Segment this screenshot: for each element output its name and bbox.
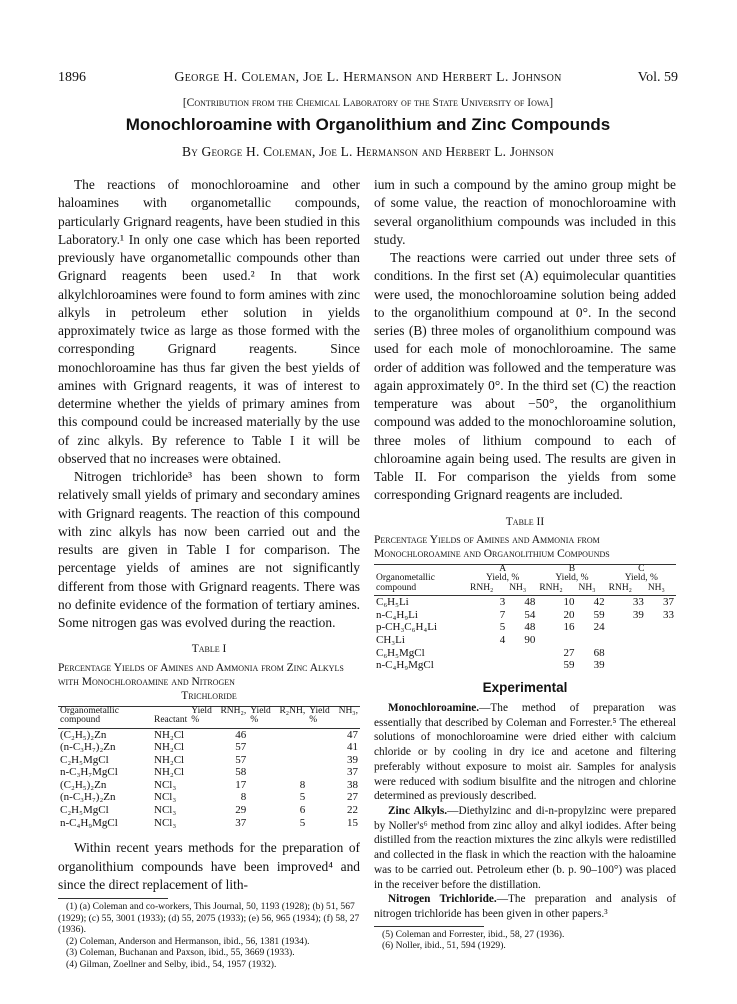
table1-cell: 6 xyxy=(299,804,306,817)
yield-label: Yield, % xyxy=(624,573,658,584)
table2-cell: 3 xyxy=(499,596,506,609)
table1-header: Reactant xyxy=(152,706,189,728)
subsection-head: Zinc Alkyls. xyxy=(388,804,448,817)
table1-cell xyxy=(248,741,307,754)
table1-header: Yield NH₃, % xyxy=(307,706,360,728)
table1-row xyxy=(58,741,360,754)
experimental-heading: Experimental xyxy=(482,679,568,695)
table2-description: Percentage Yields of Amines and Ammonia from Monochloroamine and Organolithium Compounds xyxy=(374,533,610,560)
table2-subheader: NH₃ xyxy=(646,584,676,596)
table2-subheader: RNH₂ xyxy=(468,584,507,596)
experimental-section xyxy=(374,701,676,922)
table2-cell: 7 xyxy=(499,608,506,621)
table2-cell: 5 xyxy=(499,621,506,634)
table2-cell xyxy=(646,659,676,672)
table1-cell xyxy=(248,766,307,779)
table1-row xyxy=(58,791,360,804)
footnote: (3) Coleman, Buchanan and Paxson, ibid., 55, 3669 (1933). xyxy=(66,947,295,958)
table1-cell: 47 xyxy=(347,728,358,741)
table1-cell: 5 xyxy=(299,816,306,829)
table2-group-header xyxy=(468,564,537,584)
table1-desc-text: Percentage Yields of Amines and Ammonia from Zinc Alkyls with Monochloroamine and Nitrogen xyxy=(58,661,344,688)
experimental-paragraph xyxy=(374,701,676,804)
table1-cell: n-C₄H₉MgCl xyxy=(60,816,118,829)
left-column xyxy=(58,176,360,970)
table2-cell: n-C₄H₉Li xyxy=(376,608,418,621)
table1-cell: 37 xyxy=(347,766,358,779)
table2-cell: 90 xyxy=(524,634,536,647)
table1-description xyxy=(58,661,360,703)
table2-row xyxy=(374,596,676,609)
table2-cell xyxy=(507,647,537,660)
table1-cell: 37 xyxy=(235,816,247,829)
table1-header: Yield R₂NH, % xyxy=(248,706,307,728)
table2-cell: 10 xyxy=(563,596,575,609)
footnote-rule xyxy=(58,898,168,899)
table2-row xyxy=(374,621,676,634)
table2-cell: C₆H₅Li xyxy=(376,596,409,609)
table1-cell xyxy=(248,728,307,741)
table1-cell: 8 xyxy=(240,791,247,804)
footnote: (1) (a) Coleman and co-workers, This Journal, 50, 1193 (1928); (b) 51, 567 (1929); (c) 55, 3001 (1933); (d) 55, 2075 (1933); (e) 56, 965 (1934); (f) 58, 27 (1936). xyxy=(58,901,360,935)
table1-cell: 38 xyxy=(347,778,358,791)
running-head xyxy=(58,70,678,88)
table2-cell: 39 xyxy=(593,659,605,672)
table1-row xyxy=(58,728,360,741)
table1-cell: 41 xyxy=(347,741,358,754)
table1-row xyxy=(58,817,360,830)
table2-cell: 16 xyxy=(563,621,575,634)
table2-row xyxy=(374,634,676,647)
table2-cell: 37 xyxy=(663,596,674,609)
table1-body xyxy=(58,728,360,829)
footnotes-left xyxy=(58,901,360,970)
table1-cell: C₂H₅MgCl xyxy=(60,753,109,766)
table2-row xyxy=(374,609,676,622)
table2-row xyxy=(374,659,676,672)
table1-cell: NH₂Cl xyxy=(154,728,185,741)
table2-cell xyxy=(468,647,507,660)
paragraph: The reactions were carried out under three sets of conditions. In the first set (A) equimolecular quantities were used, the monochloroamine solution being added to the organolithium compound at 0°. In the second series (B) three moles of organolithium compound was used for each mole of monochloroamine. The same order of addition was followed and the temperature was again approximately 0°. In the third set (C) the reaction temperature was about −50°, the organolithium compound was added to the monochloroamine solution, three moles of lithium compound to each of chloroamine again being used. The results are given in Table II. For comparison the yields from some corresponding Grignard reagents are included. xyxy=(374,250,676,503)
table1-cell: NH₂Cl xyxy=(154,741,185,754)
paragraph: Nitrogen trichloride³ has been shown to form relatively small yields of primary and secondary amines with Grignard reagents. The reaction of this compound with zinc alkyls has now been carried out and the results are given in Table I for comparison. The percentage yields of amines are not significantly different from those with Grignard reagents. There was no definite evidence of the formation of tertiary amines. Some nitrogen gas was evolved during the reaction. xyxy=(58,469,360,630)
table2-cell: 54 xyxy=(524,608,536,621)
table2-group-header xyxy=(607,564,676,584)
table1-header: Organometallic compound xyxy=(58,706,152,728)
table2-subheader: NH₃ xyxy=(507,584,537,596)
volume-number: Vol. 59 xyxy=(637,70,678,85)
table2-cell: 59 xyxy=(563,659,575,672)
subsection-text: —Diethylzinc and di-n-propylzinc were prepared by Noller's⁶ method from zinc alloy and alkyl iodides. After being distilled from the reaction mixtures the zinc alkyls were redistilled and collected in the flask in which the reaction with the haloamine was to be carried out. Petroleum ether (b. p. 90–100°) was placed in the receiver before the distillation. xyxy=(374,804,676,891)
table2-subheader: NH₃ xyxy=(577,584,607,596)
group-label: B xyxy=(568,563,576,574)
table2-cell: p-CH₃C₆H₄Li xyxy=(376,621,438,634)
table2-row xyxy=(374,647,676,660)
subsection-head: Monochloroamine. xyxy=(388,702,480,715)
table2-cell xyxy=(646,647,676,660)
paragraph: Within recent years methods for the preparation of organolithium compounds have been improved⁴ and since the direct replacement of lith- xyxy=(58,840,360,892)
table1-cell: (n-C₃H₇)₂Zn xyxy=(60,791,116,804)
table2 xyxy=(374,564,676,672)
table1-row xyxy=(58,754,360,767)
table1-cell: 27 xyxy=(347,791,358,804)
table1-cell: NCl₃ xyxy=(154,816,177,829)
table1-caption: Table I xyxy=(191,643,227,656)
subsection-head: Nitrogen Trichloride. xyxy=(388,893,497,906)
table2-cell: 20 xyxy=(563,608,575,621)
table2-cell xyxy=(607,647,646,660)
footnote: (6) Noller, ibid., 51, 594 (1929). xyxy=(382,940,506,952)
table2-cell xyxy=(607,634,646,647)
table2-cell: 33 xyxy=(632,596,644,609)
table2-caption: Table II xyxy=(505,515,545,528)
table1-cell: 39 xyxy=(347,753,358,766)
table2-cell: 39 xyxy=(632,608,644,621)
page-number: 1896 xyxy=(58,70,86,85)
table1-cell: 58 xyxy=(235,766,247,779)
table2-cell xyxy=(646,634,676,647)
table2-cell: 48 xyxy=(524,596,536,609)
table1 xyxy=(58,706,360,830)
yield-label: Yield, % xyxy=(486,573,520,584)
table2-cell: 42 xyxy=(593,596,605,609)
footnote: (4) Gilman, Zoellner and Selby, ibid., 54, 1957 (1932). xyxy=(66,958,277,970)
footnote-rule xyxy=(374,926,484,927)
running-head-authors: George H. Coleman, Joe L. Hermanson and Herbert L. Johnson xyxy=(174,70,562,85)
experimental-paragraph xyxy=(374,804,676,892)
table2-cell: CH₃Li xyxy=(376,634,405,647)
table2-body xyxy=(374,596,676,672)
table1-cell: (n-C₃H₇)₂Zn xyxy=(60,741,116,754)
table1-cell: n-C₃H₇MgCl xyxy=(60,766,118,779)
subsection-text: —The method of preparation was essentially that described by Coleman and Forrester.⁵ The ethereal solutions of monochloroamine were dried either with calcium chloride or by cooling in dry ice and acetone and filtering preferably without exposure to moist air. Samples for analysis were reduced with sodium bisulfite and the nitrogen and chlorine determined as previously described. xyxy=(374,702,676,803)
contribution-line: [Contribution from the Chemical Laboratory of the State University of Iowa] xyxy=(182,97,554,109)
table1-cell: 5 xyxy=(299,791,306,804)
table2-header: Organometallic compound xyxy=(374,564,468,596)
footnote: (2) Coleman, Anderson and Hermanson, ibid., 56, 1381 (1934). xyxy=(66,935,310,947)
table1-cell: C₂H₅MgCl xyxy=(60,804,109,817)
table2-group-header xyxy=(537,564,606,584)
footnotes-right xyxy=(374,929,676,952)
article-title: Monochloroamine with Organolithium and Zinc Compounds xyxy=(125,115,611,134)
table1-cell: 57 xyxy=(235,753,247,766)
table1-row xyxy=(58,766,360,779)
table2-cell: n-C₄H₉MgCl xyxy=(376,659,434,672)
table2-cell: 68 xyxy=(593,646,605,659)
table2-cell: 48 xyxy=(524,621,536,634)
table1-cell: (C₂H₅)₂Zn xyxy=(60,778,107,791)
table1-cell: NH₂Cl xyxy=(154,766,185,779)
table1-desc-text-end: Trichloride xyxy=(181,689,237,702)
group-label: A xyxy=(499,563,507,574)
table2-subheader: RNH₂ xyxy=(607,584,646,596)
table2-cell: 27 xyxy=(563,646,575,659)
table1-cell: NCl₃ xyxy=(154,804,177,817)
table1-cell: NH₂Cl xyxy=(154,753,185,766)
table2-cell xyxy=(607,621,646,634)
table1-row xyxy=(58,804,360,817)
table2-cell: C₆H₅MgCl xyxy=(376,646,425,659)
experimental-paragraph xyxy=(374,892,676,921)
table2-cell xyxy=(468,659,507,672)
table1-cell: (C₂H₅)₂Zn xyxy=(60,728,107,741)
table2-subheader: RNH₂ xyxy=(537,584,576,596)
right-column xyxy=(374,176,676,952)
table1-header: Yield RNH₂, % xyxy=(189,706,248,728)
table1-cell: 46 xyxy=(235,728,247,741)
group-label: C xyxy=(638,563,645,574)
table1-cell: 17 xyxy=(235,778,247,791)
table1-cell: NCl₃ xyxy=(154,791,177,804)
subsection-text: —The preparation and analysis of nitrogen trichloride has been given in other papers.³ xyxy=(374,893,676,920)
footnote: (5) Coleman and Forrester, ibid., 58, 27 (1936). xyxy=(382,928,565,940)
paragraph: ium in such a compound by the amino group might be of some value, the reaction of monochloroamine with several organolithium compounds was included in this study. xyxy=(374,177,676,247)
table2-cell: 59 xyxy=(593,608,605,621)
byline: By George H. Coleman, Joe L. Hermanson and Herbert L. Johnson xyxy=(182,144,554,159)
paragraph: The reactions of monochloroamine and other haloamines with organometallic compounds, particularly Grignard reagents, have been studied in this Laboratory.¹ In only one case which has been reported previously have organometallic compounds other than Grignard reagents been used.² In that work alkylchloroamines were found to form amines with zinc alkyls in petroleum ether solution in yields approximately twice as large as those formed with the corresponding Grignard reagents. Since monochloroamine has thus far given the best yields of amines with Grignard reagents, it was of interest to determine whether the yields of primary amines from this compound could be increased materially by the use of zinc alkyls. By reference to Table I it will be observed that no increases were obtained. xyxy=(58,177,360,466)
table1-cell xyxy=(248,754,307,767)
table1-row xyxy=(58,779,360,792)
table2-cell xyxy=(607,659,646,672)
table1-cell: NCl₃ xyxy=(154,778,177,791)
table1-cell: 57 xyxy=(235,741,247,754)
table2-cell xyxy=(507,659,537,672)
table2-cell: 33 xyxy=(663,608,674,621)
yield-label: Yield, % xyxy=(555,573,589,584)
table2-cell: 4 xyxy=(499,634,506,647)
table1-cell: 22 xyxy=(347,804,358,817)
table1-cell: 29 xyxy=(235,804,247,817)
table1-cell: 8 xyxy=(299,778,306,791)
table2-cell: 24 xyxy=(593,621,605,634)
table2-cell xyxy=(577,634,607,647)
table2-cell xyxy=(646,621,676,634)
table1-cell: 15 xyxy=(347,816,358,829)
table2-cell xyxy=(537,634,576,647)
